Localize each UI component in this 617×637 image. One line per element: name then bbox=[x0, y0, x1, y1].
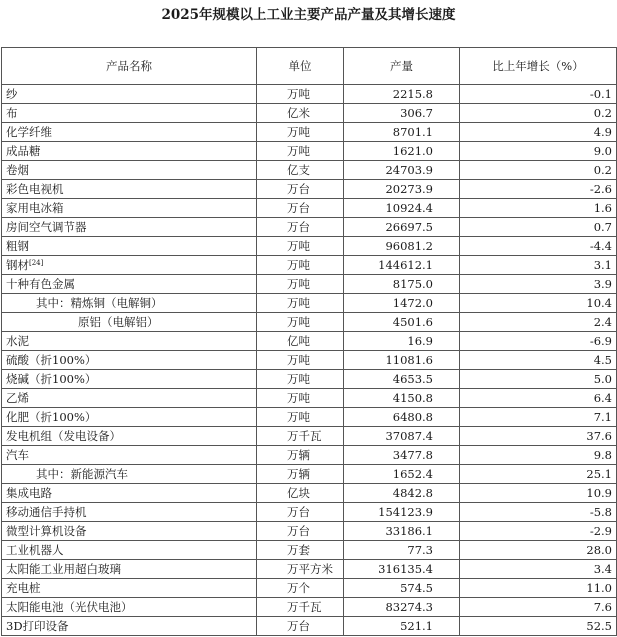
unit-cell: 万吨 bbox=[257, 370, 344, 389]
product-name-cell bbox=[2, 313, 257, 332]
product-name-cell bbox=[2, 218, 257, 237]
growth-cell: 3.9 bbox=[460, 275, 617, 294]
table-row bbox=[2, 332, 617, 351]
growth-cell: 28.0 bbox=[460, 541, 617, 560]
product-name-cell bbox=[2, 332, 257, 351]
product-name-cell bbox=[2, 389, 257, 408]
unit-cell: 万套 bbox=[257, 541, 344, 560]
product-name-cell bbox=[2, 370, 257, 389]
growth-cell: 2.4 bbox=[460, 313, 617, 332]
product-name: 充电桩 bbox=[6, 580, 41, 595]
unit-cell: 万台 bbox=[257, 503, 344, 522]
product-name-cell bbox=[2, 560, 257, 579]
output-cell: 1472.0 bbox=[344, 294, 460, 313]
product-name: 移动通信手持机 bbox=[6, 504, 87, 519]
output-cell: 521.1 bbox=[344, 617, 460, 636]
product-name-cell bbox=[2, 541, 257, 560]
unit-cell: 万辆 bbox=[257, 446, 344, 465]
unit-cell: 万吨 bbox=[257, 294, 344, 313]
growth-cell: 9.0 bbox=[460, 142, 617, 161]
product-name-cell bbox=[2, 522, 257, 541]
product-name: 家用电冰箱 bbox=[6, 200, 64, 215]
header-product-name: 产品名称 bbox=[2, 48, 257, 85]
unit-cell: 亿米 bbox=[257, 104, 344, 123]
product-name: 烧碱（折100%） bbox=[6, 371, 97, 386]
output-cell: 11081.6 bbox=[344, 351, 460, 370]
product-name: 卷烟 bbox=[6, 162, 29, 177]
output-cell: 574.5 bbox=[344, 579, 460, 598]
unit-cell: 万个 bbox=[257, 579, 344, 598]
unit-cell: 万吨 bbox=[257, 313, 344, 332]
product-name: 原铝（电解铝） bbox=[78, 314, 159, 329]
header-unit: 单位 bbox=[257, 48, 344, 85]
growth-cell: 7.1 bbox=[460, 408, 617, 427]
unit-cell: 万台 bbox=[257, 617, 344, 636]
output-cell: 10924.4 bbox=[344, 199, 460, 218]
product-name: 化学纤维 bbox=[6, 124, 52, 139]
product-name-cell bbox=[2, 161, 257, 180]
output-cell: 83274.3 bbox=[344, 598, 460, 617]
product-name: 微型计算机设备 bbox=[6, 523, 87, 538]
unit-cell: 万吨 bbox=[257, 351, 344, 370]
unit-cell: 万台 bbox=[257, 522, 344, 541]
table-row bbox=[2, 579, 617, 598]
table-row bbox=[2, 351, 617, 370]
table-row bbox=[2, 503, 617, 522]
table-row bbox=[2, 389, 617, 408]
output-cell: 20273.9 bbox=[344, 180, 460, 199]
table-row bbox=[2, 199, 617, 218]
growth-cell: 37.6 bbox=[460, 427, 617, 446]
table-row bbox=[2, 427, 617, 446]
growth-cell: 3.4 bbox=[460, 560, 617, 579]
output-cell: 8701.1 bbox=[344, 123, 460, 142]
production-table bbox=[1, 47, 617, 636]
product-name: 工业机器人 bbox=[6, 542, 64, 557]
product-name-cell bbox=[2, 123, 257, 142]
unit-cell: 亿支 bbox=[257, 161, 344, 180]
growth-cell: 10.9 bbox=[460, 484, 617, 503]
table-row bbox=[2, 465, 617, 484]
product-name-cell bbox=[2, 142, 257, 161]
table-row bbox=[2, 522, 617, 541]
product-name-cell bbox=[2, 427, 257, 446]
unit-cell: 万千瓦 bbox=[257, 427, 344, 446]
growth-cell: 10.4 bbox=[460, 294, 617, 313]
growth-cell: 6.4 bbox=[460, 389, 617, 408]
product-name: 太阳能电池（光伏电池） bbox=[6, 599, 133, 614]
table-row bbox=[2, 142, 617, 161]
growth-cell: 0.2 bbox=[460, 161, 617, 180]
product-name: 硫酸（折100%） bbox=[6, 352, 97, 367]
output-cell: 4653.5 bbox=[344, 370, 460, 389]
table-row bbox=[2, 123, 617, 142]
growth-cell: 4.5 bbox=[460, 351, 617, 370]
growth-cell: -4.4 bbox=[460, 237, 617, 256]
unit-cell: 万吨 bbox=[257, 85, 344, 104]
product-name: 纱 bbox=[6, 86, 18, 101]
table-row bbox=[2, 104, 617, 123]
table-row bbox=[2, 560, 617, 579]
growth-cell: 7.6 bbox=[460, 598, 617, 617]
table-row bbox=[2, 85, 617, 104]
growth-cell: -2.6 bbox=[460, 180, 617, 199]
output-cell: 2215.8 bbox=[344, 85, 460, 104]
output-cell: 1621.0 bbox=[344, 142, 460, 161]
table-row bbox=[2, 484, 617, 503]
output-cell: 16.9 bbox=[344, 332, 460, 351]
product-name: 太阳能工业用超白玻璃 bbox=[6, 561, 121, 576]
product-name: 3D打印设备 bbox=[6, 618, 69, 633]
product-name-cell bbox=[2, 237, 257, 256]
unit-cell: 万吨 bbox=[257, 408, 344, 427]
product-name: 集成电路 bbox=[6, 485, 52, 500]
output-cell: 6480.8 bbox=[344, 408, 460, 427]
growth-cell: 1.6 bbox=[460, 199, 617, 218]
product-name-cell bbox=[2, 294, 257, 313]
growth-cell: 11.0 bbox=[460, 579, 617, 598]
product-name-cell bbox=[2, 598, 257, 617]
product-name: 钢材 bbox=[6, 257, 29, 272]
product-name: 汽车 bbox=[6, 447, 29, 462]
output-cell: 1652.4 bbox=[344, 465, 460, 484]
table-row bbox=[2, 256, 617, 275]
product-name-cell bbox=[2, 180, 257, 199]
table-row bbox=[2, 313, 617, 332]
growth-cell: 0.7 bbox=[460, 218, 617, 237]
unit-cell: 亿吨 bbox=[257, 332, 344, 351]
output-cell: 4501.6 bbox=[344, 313, 460, 332]
table-row bbox=[2, 180, 617, 199]
product-name: 布 bbox=[6, 105, 18, 120]
table-row bbox=[2, 598, 617, 617]
output-cell: 144612.1 bbox=[344, 256, 460, 275]
product-name-cell bbox=[2, 617, 257, 636]
unit-cell: 万吨 bbox=[257, 389, 344, 408]
product-name: 房间空气调节器 bbox=[6, 219, 87, 234]
growth-cell: 9.8 bbox=[460, 446, 617, 465]
product-name-cell bbox=[2, 484, 257, 503]
table-row bbox=[2, 237, 617, 256]
growth-cell: 4.9 bbox=[460, 123, 617, 142]
unit-cell: 万吨 bbox=[257, 237, 344, 256]
footnote-marker: [24] bbox=[29, 258, 44, 267]
output-cell: 26697.5 bbox=[344, 218, 460, 237]
unit-cell: 万吨 bbox=[257, 142, 344, 161]
header-output: 产量 bbox=[344, 48, 460, 85]
table-row bbox=[2, 617, 617, 636]
output-cell: 3477.8 bbox=[344, 446, 460, 465]
growth-cell: -5.8 bbox=[460, 503, 617, 522]
product-name-cell bbox=[2, 446, 257, 465]
product-name-cell bbox=[2, 85, 257, 104]
table-row bbox=[2, 541, 617, 560]
growth-cell: 3.1 bbox=[460, 256, 617, 275]
product-name-cell bbox=[2, 579, 257, 598]
output-cell: 96081.2 bbox=[344, 237, 460, 256]
output-cell: 37087.4 bbox=[344, 427, 460, 446]
header-row bbox=[2, 48, 617, 85]
product-name-cell bbox=[2, 256, 257, 275]
unit-cell: 万千瓦 bbox=[257, 598, 344, 617]
growth-cell: -0.1 bbox=[460, 85, 617, 104]
table-row bbox=[2, 275, 617, 294]
table-row bbox=[2, 446, 617, 465]
output-cell: 306.7 bbox=[344, 104, 460, 123]
unit-cell: 亿块 bbox=[257, 484, 344, 503]
output-cell: 4150.8 bbox=[344, 389, 460, 408]
table-body bbox=[2, 85, 617, 636]
product-name-cell bbox=[2, 199, 257, 218]
output-cell: 24703.9 bbox=[344, 161, 460, 180]
growth-cell: 0.2 bbox=[460, 104, 617, 123]
unit-cell: 万吨 bbox=[257, 123, 344, 142]
output-cell: 33186.1 bbox=[344, 522, 460, 541]
table-row bbox=[2, 218, 617, 237]
unit-cell: 万吨 bbox=[257, 256, 344, 275]
output-cell: 8175.0 bbox=[344, 275, 460, 294]
unit-cell: 万吨 bbox=[257, 275, 344, 294]
growth-cell: 5.0 bbox=[460, 370, 617, 389]
product-name-cell bbox=[2, 275, 257, 294]
product-name: 成品糖 bbox=[6, 143, 41, 158]
product-name: 十种有色金属 bbox=[6, 276, 75, 291]
growth-cell: 25.1 bbox=[460, 465, 617, 484]
product-name-cell bbox=[2, 351, 257, 370]
product-name-cell bbox=[2, 408, 257, 427]
output-cell: 77.3 bbox=[344, 541, 460, 560]
header-growth: 比上年增长（%） bbox=[460, 48, 617, 85]
product-name: 其中：新能源汽车 bbox=[36, 466, 128, 481]
product-name: 乙烯 bbox=[6, 390, 29, 405]
table-row bbox=[2, 294, 617, 313]
table-row bbox=[2, 370, 617, 389]
table-title: 2025年规模以上工业主要产品产量及其增长速度 bbox=[161, 7, 456, 23]
output-cell: 316135.4 bbox=[344, 560, 460, 579]
unit-cell: 万台 bbox=[257, 199, 344, 218]
output-cell: 4842.8 bbox=[344, 484, 460, 503]
product-name: 发电机组（发电设备） bbox=[6, 428, 121, 443]
product-name: 彩色电视机 bbox=[6, 181, 64, 196]
table-row bbox=[2, 161, 617, 180]
product-name: 粗钢 bbox=[6, 238, 29, 253]
growth-cell: -6.9 bbox=[460, 332, 617, 351]
product-name: 化肥（折100%） bbox=[6, 409, 97, 424]
growth-cell: 52.5 bbox=[460, 617, 617, 636]
product-name-cell bbox=[2, 503, 257, 522]
unit-cell: 万台 bbox=[257, 218, 344, 237]
product-name-cell bbox=[2, 104, 257, 123]
product-name: 水泥 bbox=[6, 333, 29, 348]
product-name-cell bbox=[2, 465, 257, 484]
output-cell: 154123.9 bbox=[344, 503, 460, 522]
product-name: 其中：精炼铜（电解铜） bbox=[36, 295, 163, 310]
unit-cell: 万辆 bbox=[257, 465, 344, 484]
growth-cell: -2.9 bbox=[460, 522, 617, 541]
table-row bbox=[2, 408, 617, 427]
unit-cell: 万台 bbox=[257, 180, 344, 199]
unit-cell: 万平方米 bbox=[257, 560, 344, 579]
